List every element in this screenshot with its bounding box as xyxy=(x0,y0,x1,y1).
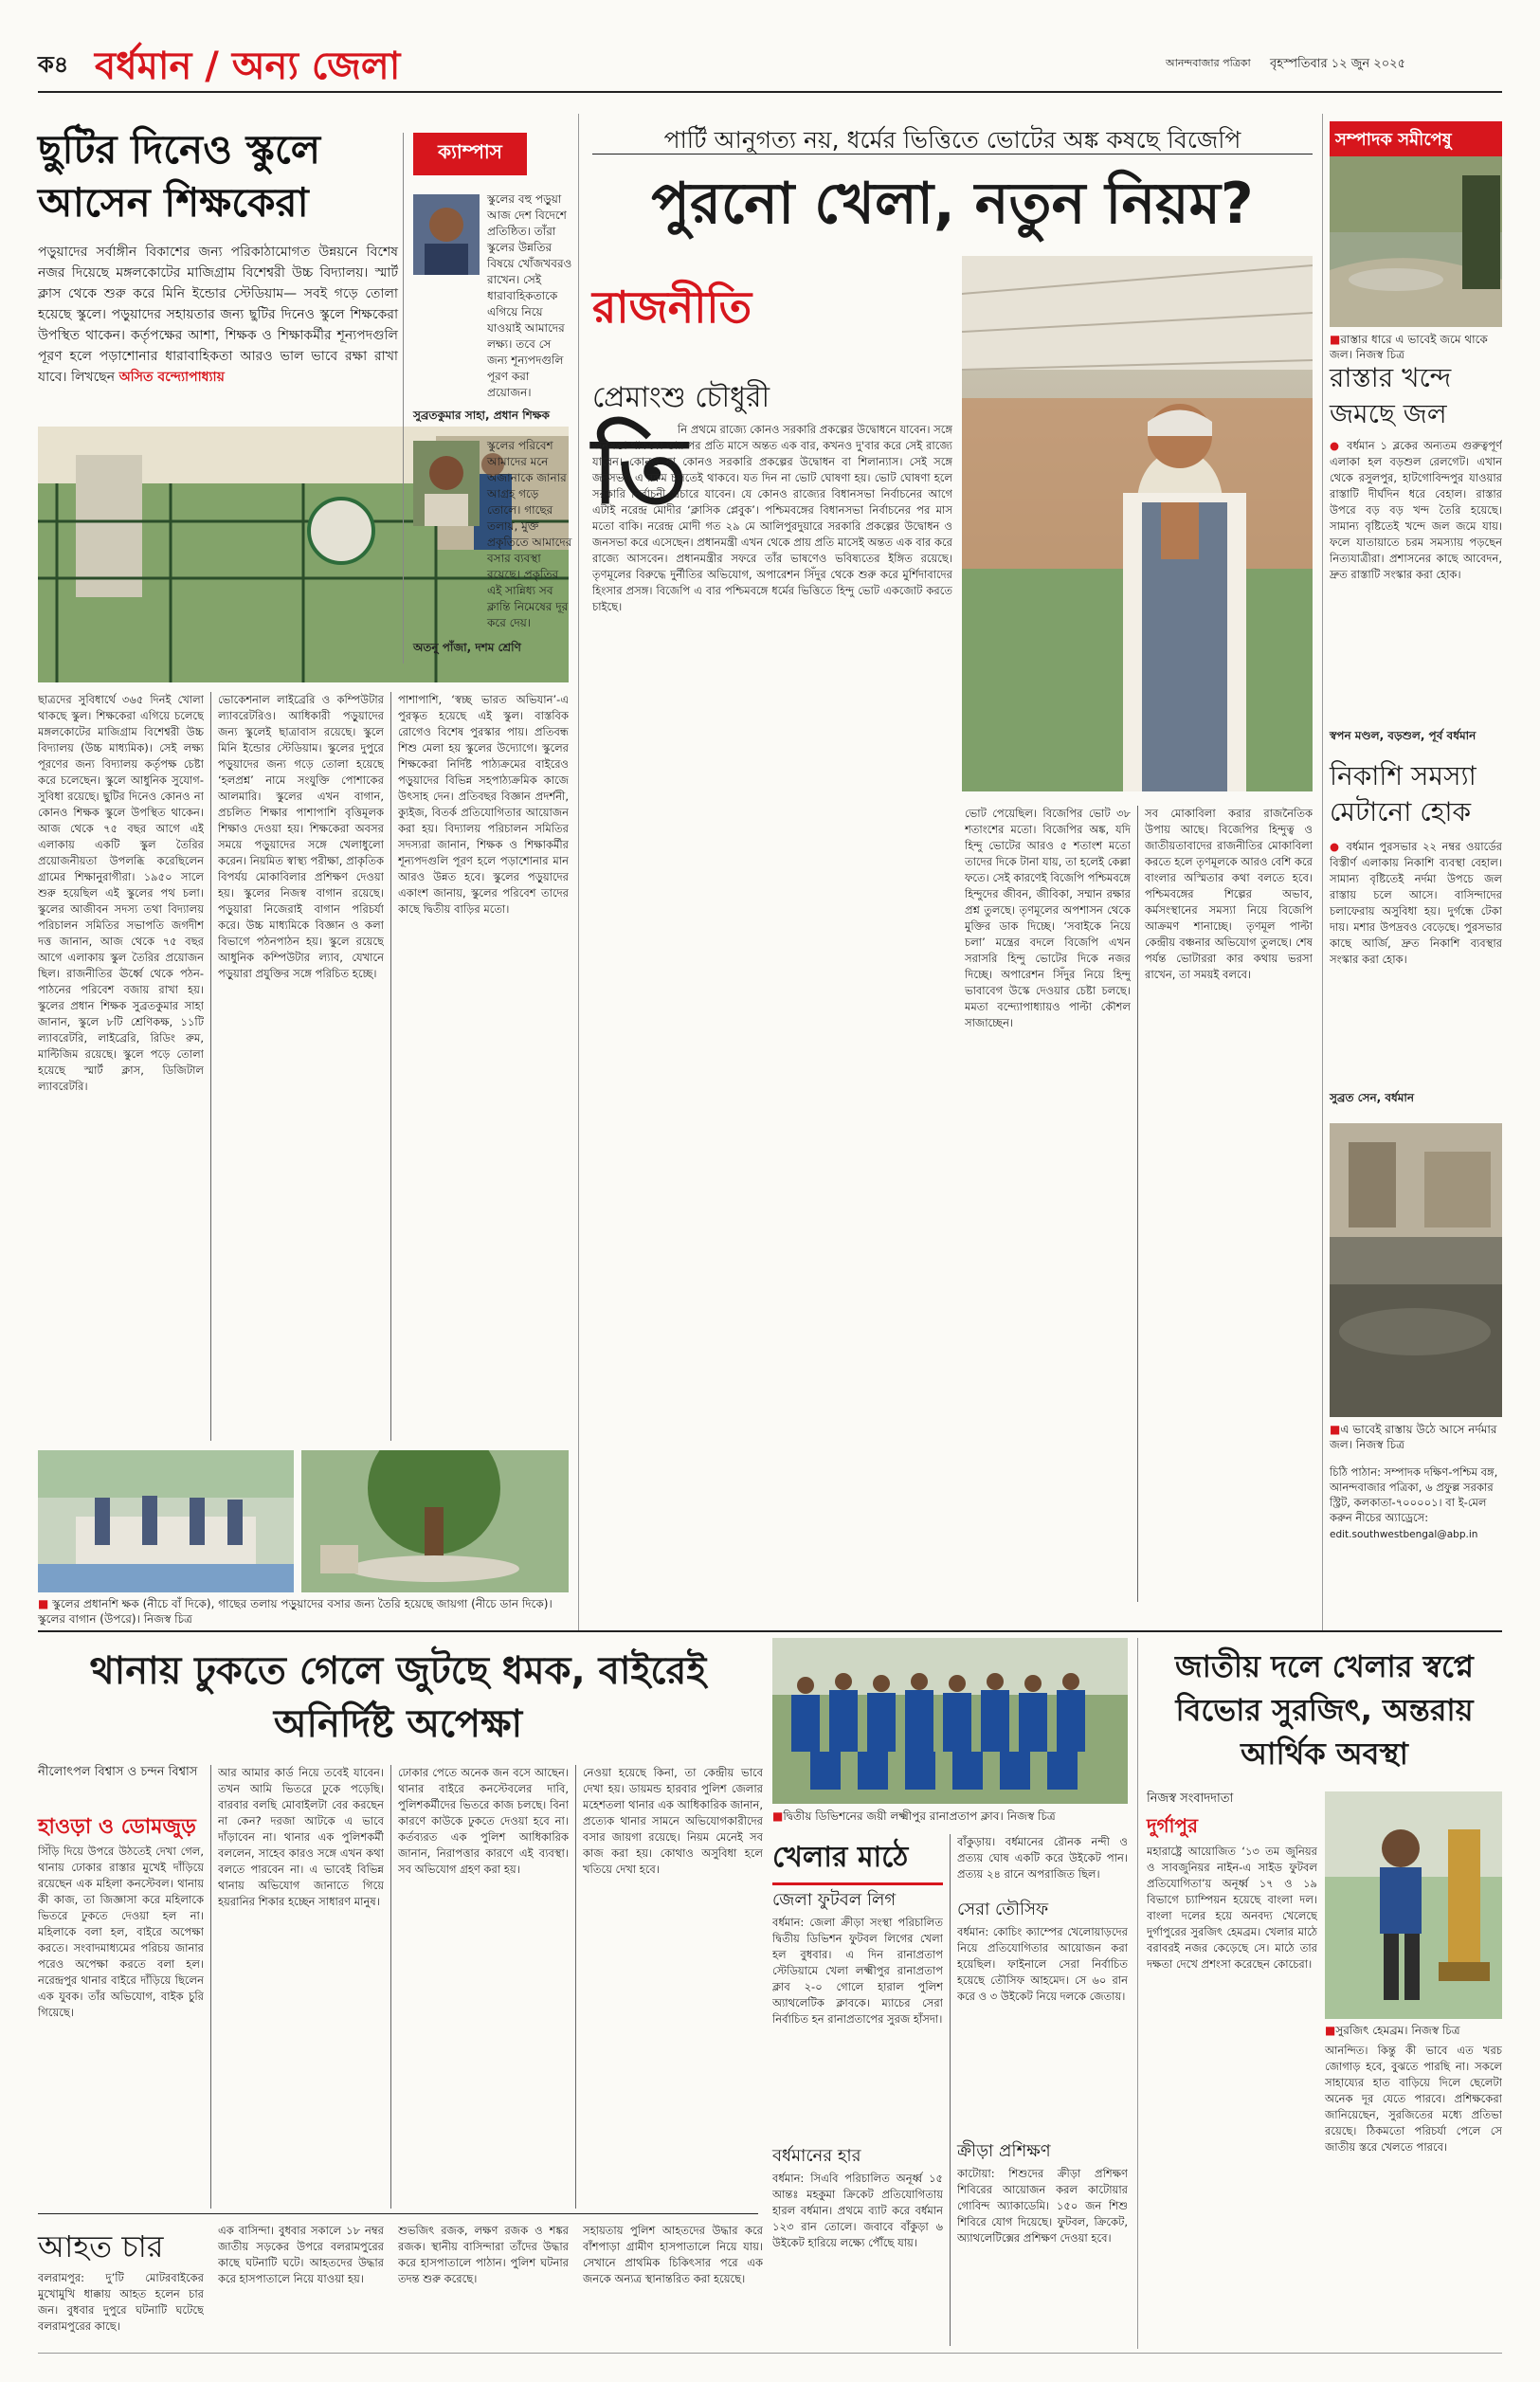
best-player-headline: সেরা তৌসিফ xyxy=(957,1900,1049,1919)
caption-marker: ■ xyxy=(1330,1423,1341,1436)
training-body: কাটোয়া: শিশুদের ক্রীড়া প্রশিক্ষণ শিবিরের আয়োজন করল কাটোয়ার গোবিন্দ অ্যাকাডেমি। ১৫০ জন শিশু শিবিরে যোগ দিয়েছে। ফুটবল, ক্রিকেট, অ্যাথলেটিক্সের প্রশিক্ষণ দেওয়া হবে। xyxy=(957,2167,1128,2245)
campus-quote-2 xyxy=(487,438,574,631)
student-photo xyxy=(413,441,480,526)
letters-address xyxy=(1330,1464,1502,1542)
letter-1-text: বর্ধমান ১ ব্লকের অন্যতম গুরুত্বপূর্ণ এলাকা হল বড়শুল রেলগেট। এখান থেকে রসুলপুর, হাটগোবিন্দপুর যাওয়ার রাস্তাটি দীর্ঘদিন ধরে বেহাল। রাস্তার উপরে বড় বড় খন্দ তৈরি হয়েছে। সামান্য বৃষ্টিতেই খন্দে জল জমে যায়। ফলে যাতায়াতে চরম সমস্যায় পড়ছেন নিত্যযাত্রীরা। প্রশাসনের কাছে আবেদন, দ্রুত রাস্তাটি সংস্কার করা হোক। xyxy=(1330,439,1502,581)
police-headline: থানায় ঢুকতে গেলে জুটছে ধমক, বাইরেই অনির্দিষ্ট অপেক্ষা xyxy=(89,1649,707,1746)
sports-photo-caption xyxy=(772,1809,1128,1824)
police-col2: আর আমার কার্ড নিয়ে তবেই যাবেন। তখন আমি ভিতরে ঢুকে পড়েছি। বারবার বলছি মোবাইলটা বের করছেন না কেন? দরজা আটকে এ ভাবে দাঁড়াবেন না। থানার এক পুলিশকর্মী বললেন, সাহেব কারও সঙ্গে এখন কথা বলতে পারবেন না। এ ভাবেই বিভিন্ন থানায় অভিযোগ জানাতে গিয়ে হয়রানির শিকার হচ্ছেন সাধারণ মানুষ। xyxy=(218,1766,384,1908)
politics-col3: সব মোকাবিলা করার রাজনৈতিক উপায় আছে। বিজেপির হিন্দুত্ব ও জাতীয়তাবাদের রাজনীতির মোকাবিলা করতে হলে তৃণমূলকে আরও বেশি করে বাংলার অস্মিতার কথা বলতে হবে। পশ্চিমবঙ্গের শিল্পের অভাব, কর্মসংস্থানের সমস্যা নিয়ে বিজেপি আক্রমণ শানাচ্ছে। তৃণমূল পাল্টা কেন্দ্রীয় বঞ্চনার অভিযোগ তুলছে। শেষ পর্যন্ত ভোটাররা কার কথায় ভরসা রাখেন, তা সময়ই বলবে। xyxy=(1145,807,1313,981)
section-divider xyxy=(1137,1638,1138,2349)
league-headline: জেলা ফুটবল লিগ xyxy=(772,1890,897,1910)
masthead xyxy=(38,38,1502,88)
quote-1-text: স্কুলের বহু পড়ুয়া আজ দেশ বিদেশে প্রতিষ্ঠিত। তাঁরা স্কুলের উন্নতির বিষয়ে খোঁজখবরও রাখেন। সেই ধারাবাহিকতাকে এগিয়ে নিয়ে যাওয়াই আমাদের লক্ষ্য। তবে সে জন্য শূন্যপদগুলি পূরণ করা প্রয়োজন। xyxy=(487,192,572,399)
politics-col2: ভোট পেয়েছিল। বিজেপির ভোট ৩৮ শতাংশের মতো। বিজেপির অঙ্ক, যদি হিন্দু ভোটের আরও ৫ শতাংশ মতো তাদের দিকে টানা যায়, তা হলেই কেল্লা ফতে। সেই কারণেই বিজেপি পশ্চিমবঙ্গে হিন্দুদের জীবন, জীবিকা, সম্মান রক্ষার প্রশ্ন তুলছে। তৃণমূলের অপশাসন থেকে মুক্তির ডাক দিচ্ছে। ‘সবাইকে নিয়ে চলা’ মন্ত্রের বদলে বিজেপি এখন সরাসরি হিন্দু ভোটের দিকে নজর দিচ্ছে। অপারেশন সিঁদুর নিয়ে হিন্দু ভাবাবেগ উস্কে দেওয়ার চেষ্টা চলছে। মমতা বন্দ্যোপাধ্যায়ও পাল্টা কৌশল সাজাচ্ছেন। xyxy=(965,807,1131,1029)
school-caption-credit: স্কুলের বাগান (উপরে)। নিজস্ব চিত্র xyxy=(38,1612,192,1626)
training-headline: ক্রীড়া প্রশিক্ষণ xyxy=(957,2141,1051,2161)
school-headline: ছুটির দিনেও স্কুলে আসেন শিক্ষকেরা xyxy=(38,126,321,226)
politics-dropcap: তি xyxy=(592,418,687,524)
school-body-col3: পাশাপাশি, ‘স্বচ্ছ ভারত অভিযান’-এ পুরস্কৃত হয়েছে এই স্কুল। বাস্তবিক রোগেও বিশেষ পুরস্কার পায়। প্রতিবন্ধ শিশু মেলা হয় স্কুলের উদ্যোগে। স্কুলের শিক্ষকেরা নির্দিষ্ট পাঠ্যক্রমের বাইরেও পড়ুয়াদের বিভিন্ন সহপাঠ্যক্রমিক কাজে উৎসাহ দেন। প্রতিবছর বিজ্ঞান প্রদর্শনী, ক্যুইজ, বিতর্ক প্রতিযোগিতার আয়োজন করা হয়। বিদ্যালয় পরিচালন সমিতির সদস্যরা জানান, শিক্ষক ও শিক্ষাকর্মীর শূন্যপদগুলি পূরণ হলে পড়াশোনার মান আরও উন্নত হবে। স্কুলের পড়ুয়াদের একাংশ জানায়, স্কুলের পরিবেশ তাদের কাছে দ্বিতীয় বাড়ির মতো। xyxy=(398,693,569,916)
address-text: চিঠি পাঠান: সম্পাদক দক্ষিণ-পশ্চিম বঙ্গ, আনন্দবাজার পত্রিকা, ৬ প্রফুল্ল সরকার স্ট্রিট, কলকাতা-৭০০০০১। বা ই-মেল করুন নীচের অ্যাড্রেসে: xyxy=(1330,1465,1498,1524)
col-divider xyxy=(390,1765,391,2209)
police-col3: ঢোকার পেতে অনেক জন বসে আছেন। থানার বাইরে কনস্টেবলের দাবি, পুলিশকর্মীদের ভিতরে কাজ চলছে। বিনা কারণে কাউকে ঢুকতে দেওয়া হবে না। কর্তব্যরত এক পুলিশ আধিকারিক জানান, নিরাপত্তার কারণে এই ব্যবস্থা। সব অভিযোগ গ্রহণ করা হয়। xyxy=(398,1766,569,1876)
fold-rule xyxy=(38,1630,1502,1632)
col-divider xyxy=(210,692,211,1441)
football-col3: আনন্দিত। কিন্তু কী ভাবে এত খরচ জোগাড় হবে, বুঝতে পারছি না। সকলে সাহায্যের হাত বাড়িয়ে দিলে ছেলেটা অনেক দূর যেতে পারবে। প্রশিক্ষকেরা জানিয়েছেন, সুরজিতের মধ্যে প্রতিভা রয়েছে। ঠিকমতো পরিচর্যা পেলে সে জাতীয় স্তরে খেলতে পারবে। xyxy=(1325,2044,1502,2154)
politics-section-label: রাজনীতি xyxy=(592,282,752,333)
kicker-rule xyxy=(592,154,1313,155)
police-col4: নেওয়া হয়েছে কিনা, তা কেন্দ্রীয় ভাবে দেখা হয়। ডায়মন্ড হারবার পুলিশ জেলার মহেশতলা থানার এক আধিকারিক জানান, প্রত্যেক থানার সামনে অভিযোগকারীদের বসার জায়গা রয়েছে। নিয়ম মেনেই সব কাজ করা হয়। কোথাও অসুবিধা হলে খতিয়ে দেখা হবে। xyxy=(583,1766,763,1876)
caption-marker: ■ xyxy=(772,1809,784,1823)
letter-2-text: বর্ধমান পুরসভার ২২ নম্বর ওয়ার্ডের বিস্তীর্ণ এলাকায় নিকাশি ব্যবস্থা বেহাল। সামান্য বৃষ্টিতেই নর্দমা উপচে জল রাস্তায় চলে আসে। বাসিন্দাদের চলাফেরায় অসুবিধা হয়। দুর্গন্ধে টেকা দায়। মশার উপদ্রবও বেড়েছে। পুরসভার কাছে আর্জি, দ্রুত নিকাশি ব্যবস্থার সংস্কার করা হোক। xyxy=(1330,840,1502,966)
letter-2-headline: নিকাশি সমস্যা মেটানো হোক xyxy=(1330,760,1477,827)
school-photo-caption xyxy=(38,1596,569,1627)
drain-overflow-photo xyxy=(1330,1123,1502,1417)
quote-2-text: স্কুলের পরিবেশ আমাদের মনে অজানাকে জানার আগ্রহ গড়ে তোলে। গাছের তলায়, মুক্ত প্রকৃতিতে আমাদের বসার ব্যবস্থা রয়েছে। প্রকৃতির এই সান্নিধ্য সব ক্লান্তি নিমেষের দূর করে দেয়। xyxy=(487,439,572,629)
school-body-col2: ভোকেশনাল লাইব্রেরি ও কম্পিউটার ল্যাবরেটরিও। আধিকারী পড়ুয়াদের জন্য স্কুলেই ছাত্রাবাস রয়েছে। স্কুলে মিনি ইন্ডোর স্টেডিয়াম। স্কুলের দুপুরে পড়ুয়াদের জন্য গড়ে তোলা হয়েছে ‘হলপ্রশ্ন’ নামে সংযুক্তি পোশাকের আলমারি। স্কুলের এখন বাগান, প্রচলিত শিক্ষার পাশাপাশি বৃত্তিমূলক শিক্ষাও দেওয়া হয়। শিক্ষকেরা অবসর সময়ে পড়ুয়াদের সঙ্গে খেলাধুলো করেন। নিয়মিত স্বাস্থ্য পরীক্ষা, প্রাকৃতিক বিপর্যয় মোকাবিলার প্রশিক্ষণ দেওয়া হয়। স্কুলের নিজস্ব বাগান রয়েছে। পড়ুয়ারা নিজেরাই বাগান পরিচর্যা করে। উচ্চ মাধ্যমিকে বিজ্ঞান ও কলা বিভাগে পঠনপাঠন হয়। স্কুলে রয়েছে আধুনিক কম্পিউটার ল্যাব, যেখানে পড়ুয়ারা প্রযুক্তির সঙ্গে পরিচিত হচ্ছে। xyxy=(218,693,384,980)
masthead-rule xyxy=(38,91,1502,93)
col-divider xyxy=(1137,806,1138,1602)
editor-photo-caption xyxy=(1330,332,1502,362)
tree-seating-photo xyxy=(301,1450,569,1592)
letter-1-author: স্বপন মণ্ডল, বড়শুল, পূর্ব বর্ধমান xyxy=(1330,729,1477,742)
police-col1: সিঁড়ি দিয়ে উপরে উঠতেই দেখা গেল, থানায় ঢোকার রাস্তার মুখেই দাঁড়িয়ে রয়েছেন এক মহিলা কনস্টেবল। থানায় কী কাজ, তা জিজ্ঞাসা করে মহিলাকে ভিতরে ঢুকতে দেওয়া হল না। মহিলাকে বলা হল, বাইরে অপেক্ষা করতে। সংবাদমাধ্যমের পরিচয় জানার পরেও অপেক্ষা করতে বলা হল। নরেন্দ্রপুর থানার বাইরে দাঁড়িয়ে ছিলেন এক যুবক। তাঁর অভিযোগ, বাইক চুরি গিয়েছে। xyxy=(38,1845,204,2019)
letter-2-body xyxy=(1330,839,1502,1085)
campus-title: ক্যাম্পাস xyxy=(413,133,527,175)
accident-col1 xyxy=(38,2270,204,2346)
school-body-col1: ছাত্রদের সুবিধার্থে ৩৬৫ দিনই খোলা থাকছে স্কুল। শিক্ষকেরা এগিয়ে চলেছে মঙ্গলকোটের মাজিগ্রাম বিশেশ্বরী উচ্চ বিদ্যালয় (উচ্চ মাধ্যমিক)। সেই লক্ষ্য পূরণের জন্য বিদ্যালয় কর্তৃপক্ষ চেষ্টা করে চলেছেন। স্কুলে আধুনিক সুযোগ-সুবিধা রয়েছে। ছুটির দিনেও কোনও না কোনও শিক্ষক স্কুলে উপস্থিত থাকেন। আজ থেকে ৭৫ বছর আগে এই এলাকায় একটি স্কুল তৈরির প্রয়োজনীয়তা উপলব্ধি করেছিলেন গ্রামের শিক্ষানুরাগীরা। ১৯৫০ সালে শুরু হয়েছিল এই স্কুলের পথ চলা। স্কুলের আজীবন সদস্য তথা বিদ্যালয় পরিচালন সমিতির সভাপতি জগদীশ দত্ত জানান, আজ থেকে ৭৫ বছর আগে এলাকায় স্কুল তৈরির প্রয়োজন ছিল। রাজনীতির ঊর্ধ্বে থেকে পঠন-পাঠনের পরিবেশ বজায় রাখা হয়। স্কুলের প্রধান শিক্ষক সুব্রতকুমার সাহা জানান, স্কুলে ৮টি শ্রেণিকক্ষ, ১১টি ল্যাবরেটরি, লাইব্রেরি, রিডিং রুম, মাল্টিজিম রয়েছে। স্কুলে পড়ে তোলা হয়েছে স্মার্ট ক্লাস, ডিজিটাল ল্যাবরেটরি। xyxy=(38,693,204,1093)
cricket-body: বর্ধমান: সিএবি পরিচালিত অনূর্ধ্ব ১৫ আন্তঃ মহকুমা ক্রিকেট প্রতিযোগিতায় হারল বর্ধমান। প্রথমে ব্যাট করে বর্ধমান ১২৩ রান তোলে। জবাবে বাঁকুড়া ৬ উইকেট হারিয়ে লক্ষ্যে পৌঁছে যায়। xyxy=(772,2172,943,2249)
best-player-body: বর্ধমান: কোচিং ক্যাম্পের খেলোয়াড়দের নিয়ে প্রতিযোগিতার আয়োজন করা হয়েছিল। ফাইনালে সেরা নির্বাচিত হয়েছে তৌসিফ আহমেদ। সে ৬০ রান করে ও ৩ উইকেট নিয়ে দলকে জেতায়। xyxy=(957,1925,1128,2003)
letter-bullet: ● xyxy=(1330,840,1341,853)
politics-byline: প্রেমাংশু চৌধুরী xyxy=(592,381,770,414)
page-bottom-rule xyxy=(38,2353,1502,2354)
football-headline: জাতীয় দলে খেলার স্বপ্নে বিভোর সুরজিৎ, অন্তরায় আর্থিক অবস্থা xyxy=(1175,1648,1474,1772)
politics-kicker: পার্টি আনুগত্য নয়, ধর্মের ভিত্তিতে ভোটের অঙ্ক কষছে বিজেপি xyxy=(663,126,1241,154)
police-dateline: হাওড়া ও ডোমজুড় xyxy=(38,1815,196,1839)
cricket-continued: বাঁকুড়ায়। বর্ধমানের রৌনক নন্দী ও প্রত্যয় ঘোষ একটি করে উইকেট পান। প্রত্যয় ২৪ রানে অপরাজিত ছিল। xyxy=(957,1835,1128,1881)
campus-quote-1 xyxy=(487,191,574,401)
football-col1: মহারাষ্ট্রে আয়োজিত ‘১৩ তম জুনিয়র ও সাবজুনিয়র নাইন-এ সাইড ফুটবল প্রতিযোগিতা’য় অনূর্ধ্ব ১৭ ও ১৯ বিভাগে চ্যাম্পিয়ন হয়েছে বাংলা দল। বাংলা দলের হয়ে অনবদ্য খেলেছে দুর্গাপুরের সুরজিৎ হেমব্রম। খেলার মাঠে বরাবরই নজর কেড়েছে সে। মাঠে তার দক্ষতা দেখে প্রশংসা করেছেন কোচেরা। xyxy=(1147,1845,1317,1971)
editor-photo-caption-2 xyxy=(1330,1422,1502,1452)
accident-headline: আহত চার xyxy=(38,2228,164,2264)
campus-box xyxy=(403,133,573,664)
quote-1-author: সুব্রতকুমার সাহা, প্রধান শিক্ষক xyxy=(413,409,550,422)
accident-rule xyxy=(38,2213,758,2214)
football-team-photo xyxy=(772,1638,1128,1804)
quote-2-author: অতনু পাঁজা, দশম শ্রেণি xyxy=(413,641,521,654)
letter-2-author: সুব্রত সেন, বর্ধমান xyxy=(1330,1091,1415,1104)
col-divider xyxy=(390,692,391,1441)
page-number: ক৪ xyxy=(38,51,69,78)
modi-rally-photo xyxy=(962,256,1313,791)
accident-col4: সহায়তায় পুলিশ আহতদের উদ্ধার করে বাঁশপাড়া গ্রামীণ হাসপাতালে নিয়ে যায়। সেখানে প্রাথমিক চিকিৎসার পরে এক জনকে অন্যত্র স্থানান্তরিত করা হয়েছে। xyxy=(583,2224,763,2285)
politics-headline: পুরনো খেলা, নতুন নিয়ম? xyxy=(651,171,1254,237)
politics-col1: নি প্রথমে রাজ্যে কোনও সরকারি প্রকল্পের উদ্বোধনে যাবেন। সঙ্গে জনসভা থাকবে। তার পর প্রতি মাসে অন্তত এক বার, কখনও দু'বার করে সেই রাজ্যে যাবেন। কোনও না কোনও সরকারি প্রকল্পের উদ্বোধন বা শিলান্যাস। সেই সঙ্গে জনসভা। এ রকম চলতেই থাকবে। যত দিন না ভোট ঘোষণা হয়। ভোট ঘোষণা হলে সরকারি নির্বাচনী প্রচারে যাবেন। যে কোনও রাজ্যের বিধানসভা নির্বাচনের আগে এটাই নরেন্দ্র মোদীর ‘ক্লাসিক প্লেবুক’। পশ্চিমবঙ্গের বিধানসভা নির্বাচনের পর মাস মতো বাকি। নরেন্দ্র মোদী গত ২৯ মে আলিপুরদুয়ারে সরকারি প্রকল্পের উদ্বোধন ও জনসভা করে এসেছেন। প্রধানমন্ত্রী এখন থেকে প্রায় প্রতি মাসেই অন্তত এক বার করে রাজ্যে আসবেন। প্রধানমন্ত্রীর সফরে তাঁর ভাষণেও ভবিষ্যতের ইঙ্গিত রয়েছে। তৃণমূলের বিরুদ্ধে দুর্নীতির অভিযোগ, অপারেশন সিঁদুর থেকে শুরু করে মুর্শিদাবাদের হিংসার প্রসঙ্গ। বিজেপি এ বার পশ্চিমবঙ্গে ধর্মের ভিত্তিতে হিন্দু ভোট একজোট করতে চাইছে। xyxy=(592,423,952,613)
letter-1-headline: রাস্তার খন্দে জমছে জল xyxy=(1330,362,1452,429)
accident-col3: শুভজিৎ রজক, লক্ষণ রজক ও শঙ্কর রজক। স্থানীয় বাসিন্দারা তাঁদের উদ্ধার করে হাসপাতালে পাঠান। পুলিশ ঘটনার তদন্ত শুরু করেছে। xyxy=(398,2224,569,2285)
section-title: বর্ধমান / অন্য জেলা xyxy=(95,45,401,88)
headmaster-photo xyxy=(413,194,480,275)
accident-col1-text: বলরামপুর: দু’টি মোটরবাইকের মুখোমুখি ধাক্কায় আহত হলেন চার জন। বুধবার দুপুরে ঘটনাটি ঘটেছে বলরামপুরের কাছে। xyxy=(38,2271,204,2333)
surajit-photo xyxy=(1325,1791,1502,2019)
police-byline: নীলোৎপল বিশ্বাস ও চন্দন বিশ্বাস xyxy=(38,1765,198,1779)
issue-date: বৃহস্পতিবার ১২ জুন ২০২৫ xyxy=(1270,57,1406,71)
surajit-caption-text: সুরজিৎ হেমব্রম। নিজস্ব চিত্র xyxy=(1335,2024,1460,2037)
editor-email-link[interactable]: edit.southwestbengal@abp.in xyxy=(1330,1529,1478,1540)
letter-bullet: ● xyxy=(1330,439,1342,452)
editor-caption-2-text: এ ভাবেই রাস্তায় উঠে আসে নর্দমার জল। নিজস্ব চিত্র xyxy=(1330,1423,1497,1451)
letter-1-body xyxy=(1330,438,1502,722)
sports-section-title: খেলার মাঠে xyxy=(772,1834,943,1885)
col-divider xyxy=(210,1765,211,2209)
accident-col2: এক বাসিন্দা। বুধবার সকালে ১৮ নম্বর জাতীয় সড়কের উপরে বলরামপুরের কাছে ঘটনাটি ঘটে। আহতদের উদ্ধার করে হাসপাতালে নিয়ে যাওয়া হয়। xyxy=(218,2224,384,2285)
headmaster-bottom-photo xyxy=(38,1450,294,1592)
section-divider xyxy=(578,114,579,1630)
football-byline: নিজস্ব সংবাদদাতা xyxy=(1147,1791,1234,1806)
sports-caption-text: দ্বিতীয় ডিভিশনের জয়ী লক্ষ্মীপুর রানাপ্রতাপ ক্লাব। নিজস্ব চিত্র xyxy=(783,1809,1056,1823)
editor-column xyxy=(1330,121,1502,160)
school-intro xyxy=(38,242,398,388)
cricket-headline: বর্ধমানের হার xyxy=(772,2146,861,2166)
school-byline: অসিত বন্দ্যোপাধ্যায় xyxy=(118,370,225,385)
waterlogged-road-photo xyxy=(1330,156,1502,327)
editor-caption-text: রাস্তার ধারে এ ভাবেই জমে থাকে জল। নিজস্ব চিত্র xyxy=(1330,333,1488,361)
col-divider xyxy=(575,1765,576,2209)
surajit-caption xyxy=(1325,2023,1502,2038)
league-body: বর্ধমান: জেলা ক্রীড়া সংস্থা পরিচালিত দ্বিতীয় ডিভিশন ফুটবল লিগের খেলা হল বুধবার। এ দিন রানাপ্রতাপ স্টেডিয়ামে খেলা লক্ষ্মীপুর রানাপ্রতাপ ক্লাব ২-০ গোলে হারাল পুলিশ অ্যাথলেটিক ক্লাবকে। ম্যাচের সেরা নির্বাচিত হন রানাপ্রতাপের সুরজ হাঁসদা। xyxy=(772,1916,943,2026)
paper-name: আনন্দবাজার পত্রিকা xyxy=(1166,57,1251,69)
caption-marker: ■ xyxy=(1325,2024,1336,2037)
school-caption-text: স্কুলের প্রধানশি ক্ষক (নীচে বাঁ দিকে), গাছের তলায় পড়ুয়াদের বসার জন্য তৈরি হয়েছে জায়গা (নীচে ডান দিকে)। xyxy=(52,1597,553,1610)
football-dateline: দুর্গাপুর xyxy=(1147,1814,1198,1837)
editor-title: সম্পাদক সমীপেষু xyxy=(1330,121,1502,160)
school-intro-text: পড়ুয়াদের সর্বাঙ্গীন বিকাশের জন্য পরিকাঠামোগত উন্নয়নে বিশেষ নজর দিয়েছে মঙ্গলকোটের মাজিগ্রাম বিশেশ্বরী উচ্চ বিদ্যালয়। স্মার্ট ক্লাস থেকে শুরু করে মিনি ইন্ডোর স্টেডিয়াম— সবই গড়ে তোলা হয়েছে স্কুলে। পড়ুয়াদের সহায়তার জন্য ছুটির দিনেও স্কুলে শিক্ষকেরা উপস্থিত থাকেন। কর্তৃপক্ষের আশা, শিক্ষক ও শিক্ষাকর্মীর শূন্যপদগুলি পূরণ হলে পড়াশোনার ধারাবাহিকতা আরও ভাল ভাবে রক্ষা রাখা যাবে। লিখছেন xyxy=(38,245,398,385)
section-divider xyxy=(1322,114,1323,1630)
caption-marker: ■ xyxy=(1330,333,1341,346)
caption-marker: ■ xyxy=(38,1597,49,1610)
col-divider xyxy=(950,1834,951,2346)
